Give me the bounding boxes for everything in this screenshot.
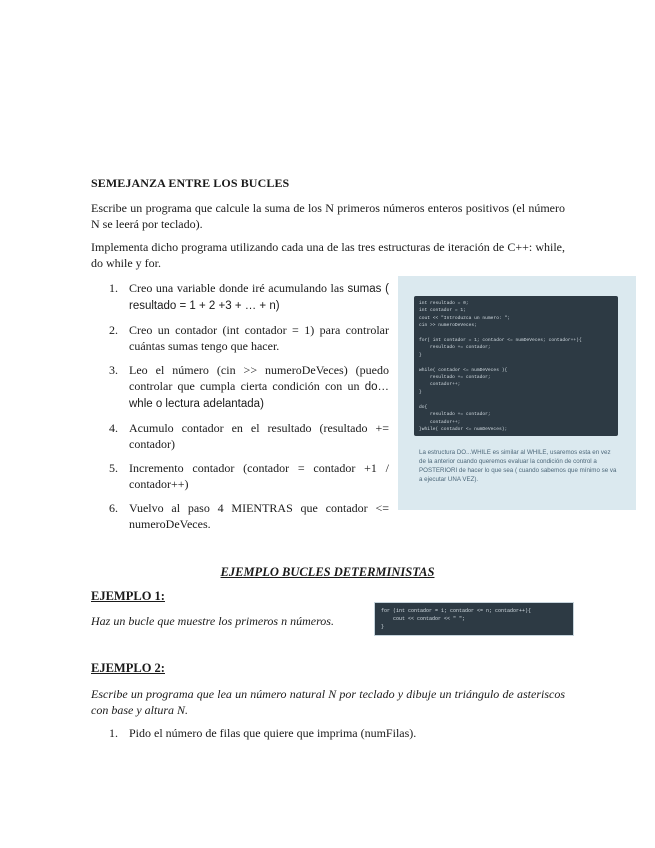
list-item: 3. Leo el número (cin >> numeroDeVeces) (puedo controlar que cumpla cierta condición con un do…whle o lectura adelantada) [109,363,390,410]
steps-list [91,280,389,540]
figure-caption: La estructura DO...WHILE es similar al WHILE, usaremos esta en vez de la anterior cuando queremos evaluar la condición de control a POSTERIORI de hacer lo que sea ( cuando sabemos que mínimo se va a ejecutar UNA VEZ). [419,449,617,483]
example2-heading: EJEMPLO 2: [91,661,165,675]
implementation-note: Implementa dicho programa utilizando cada una de las tres estructuras de iteración de C++: while, do while y for. [91,240,565,270]
section-title: EJEMPLO BUCLES DETERMINISTAS [220,565,435,579]
list-item: 1. Creo una variable donde iré acumulando las sumas ( resultado = 1 + 2 +3 + … + n) [109,281,389,312]
exercise-description: Escribe un programa que calcule la suma de los N primeros números enteros positivos (el número N se leerá por teclado). [91,201,565,231]
code-screenshot: int resultado = 0; int contador = 1; cout << "Introduzca un numero: "; cin >> numeroDeVeces; for( int contador = 1; contador <= numDeVeces; contador++){ resultado += contador; } while( contador <= numDeVeces ){ resultado += contador; contador++; } do{ resultado += contador; contador++; }while( contador <= numDeVeces); [414,296,618,436]
list-item: 6. Vuelvo al paso 4 MIENTRAS que contador <= numeroDeVeces. [109,501,389,531]
example1-text: Haz un bucle que muestre los primeros n números. [91,614,334,628]
example1-code: for (int contador = 1; contador <= n; contador++){ cout << contador << " "; } [374,602,574,636]
example1-heading: EJEMPLO 1: [91,589,165,603]
example2-text: Escribe un programa que lea un número natural N por teclado y dibuje un triángulo de asteriscos con base y altura N. [91,687,565,717]
list-item: 1. Pido el número de filas que quiere que imprima (numFilas). [109,726,417,740]
list-item: 2. Creo un contador (int contador = 1) para controlar cuántas sumas tengo que hacer. [109,323,389,353]
list-item: 4. Acumulo contador en el resultado (resultado += contador) [109,421,389,451]
section-heading: SEMEJANZA ENTRE LOS BUCLES [91,176,290,190]
list-item: 5. Incremento contador (contador = contador +1 / contador++) [109,461,389,491]
